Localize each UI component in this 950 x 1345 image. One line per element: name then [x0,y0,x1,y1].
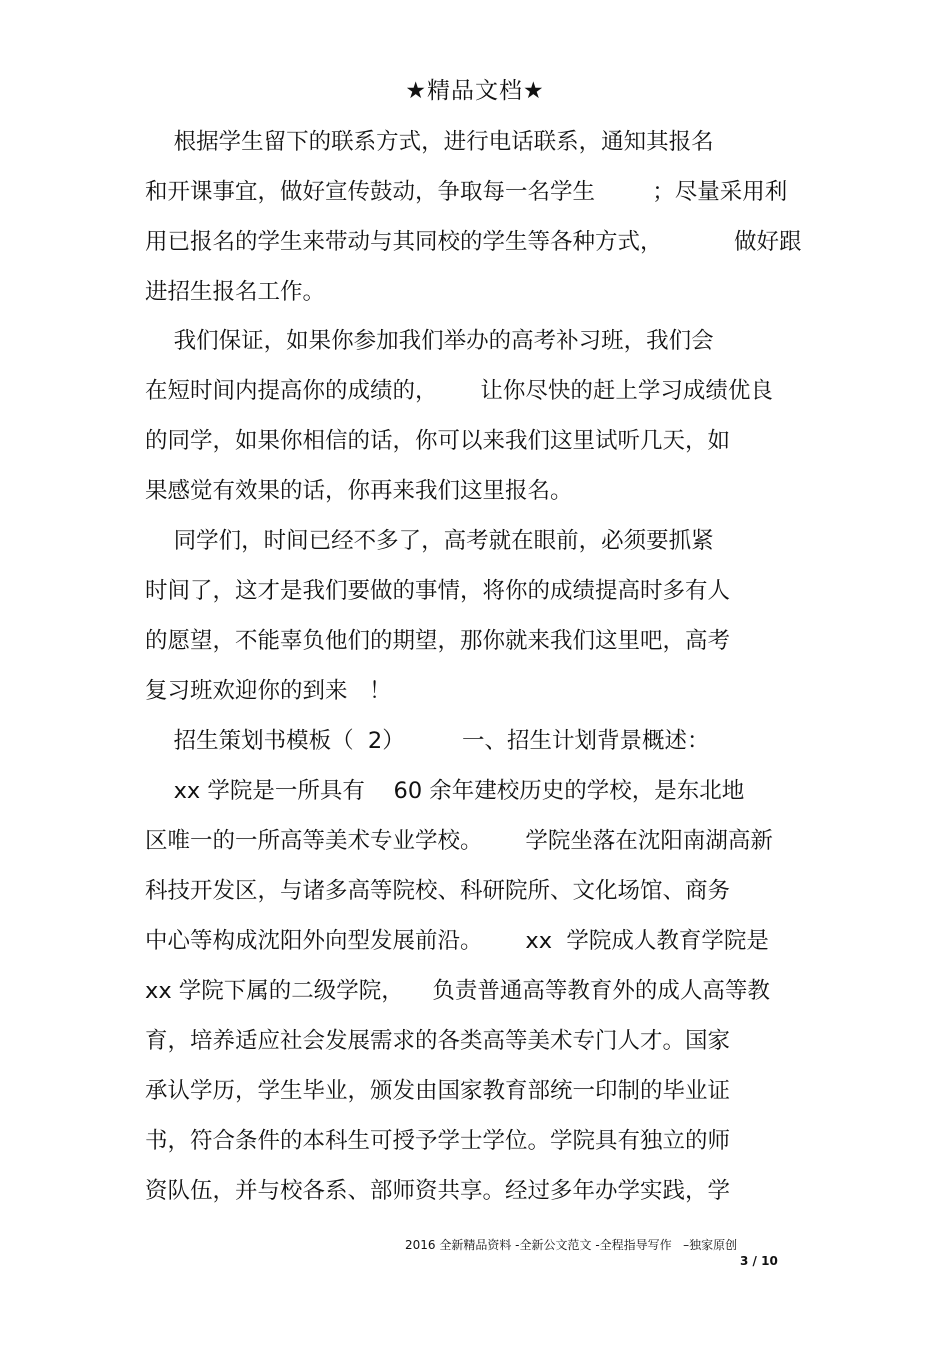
text-line: 中心等构成沈阳外向型发展前沿。 xx 学院成人教育学院是 [145,928,769,954]
text-line: 区唯一的一所高等美术专业学校。 学院坐落在沈阳南湖高新 [145,828,773,854]
text-line: 在短时间内提高你的成绩的， 让你尽快的赶上学习成绩优良 [145,378,773,404]
text-line: 根据学生留下的联系方式，进行电话联系，通知其报名 [145,129,714,155]
text-line: 的同学，如果你相信的话，你可以来我们这里试听几天，如 [145,428,731,454]
text-line: 和开课事宜，做好宣传鼓动，争取每一名学生 ；尽量采用利 [145,179,788,205]
text-line: 育，培养适应社会发展需求的各类高等美术专门人才。国家 [145,1028,731,1054]
text-line: 进招生报名工作。 [145,279,326,305]
text-line: 时间了，这才是我们要做的事情，将你的成绩提高时多有人 [145,578,731,604]
text-line: xx 学院是一所具有 60 余年建校历史的学校，是东北地 [145,778,745,804]
text-line: 用已报名的学生来带动与其同校的学生等各种方式， 做好跟 [145,229,802,255]
text-line: 同学们，时间已经不多了，高考就在眼前，必须要抓紧 [145,528,714,554]
text-line: xx 学院下属的二级学院， 负责普通高等教育外的成人高等教 [145,978,770,1004]
page-footer: 2016 全新精品资料 -全新公文范文 -全程指导写作 –独家原创 [405,1238,738,1252]
text-line: 的愿望，不能辜负他们的期望，那你就来我们这里吧，高考 [145,628,731,654]
document-header: ★精品文档★ [405,78,545,104]
page-number: 3 / 10 [740,1254,778,1268]
text-line: 资队伍，并与校各系、部师资共享。经过多年办学实践，学 [145,1178,731,1204]
text-line: 复习班欢迎你的到来 ！ [145,678,392,704]
text-line: 我们保证，如果你参加我们举办的高考补习班，我们会 [145,328,714,354]
text-line: 科技开发区，与诸多高等院校、科研院所、文化场馆、商务 [145,878,731,904]
text-line: 书，符合条件的本科生可授予学士学位。学院具有独立的师 [145,1128,731,1154]
text-line: 招生策划书模板（ 2） 一、招生计划背景概述： [145,728,710,754]
text-line: 承认学历，学生毕业，颁发由国家教育部统一印制的毕业证 [145,1078,731,1104]
text-line: 果感觉有效果的话，你再来我们这里报名。 [145,478,573,504]
